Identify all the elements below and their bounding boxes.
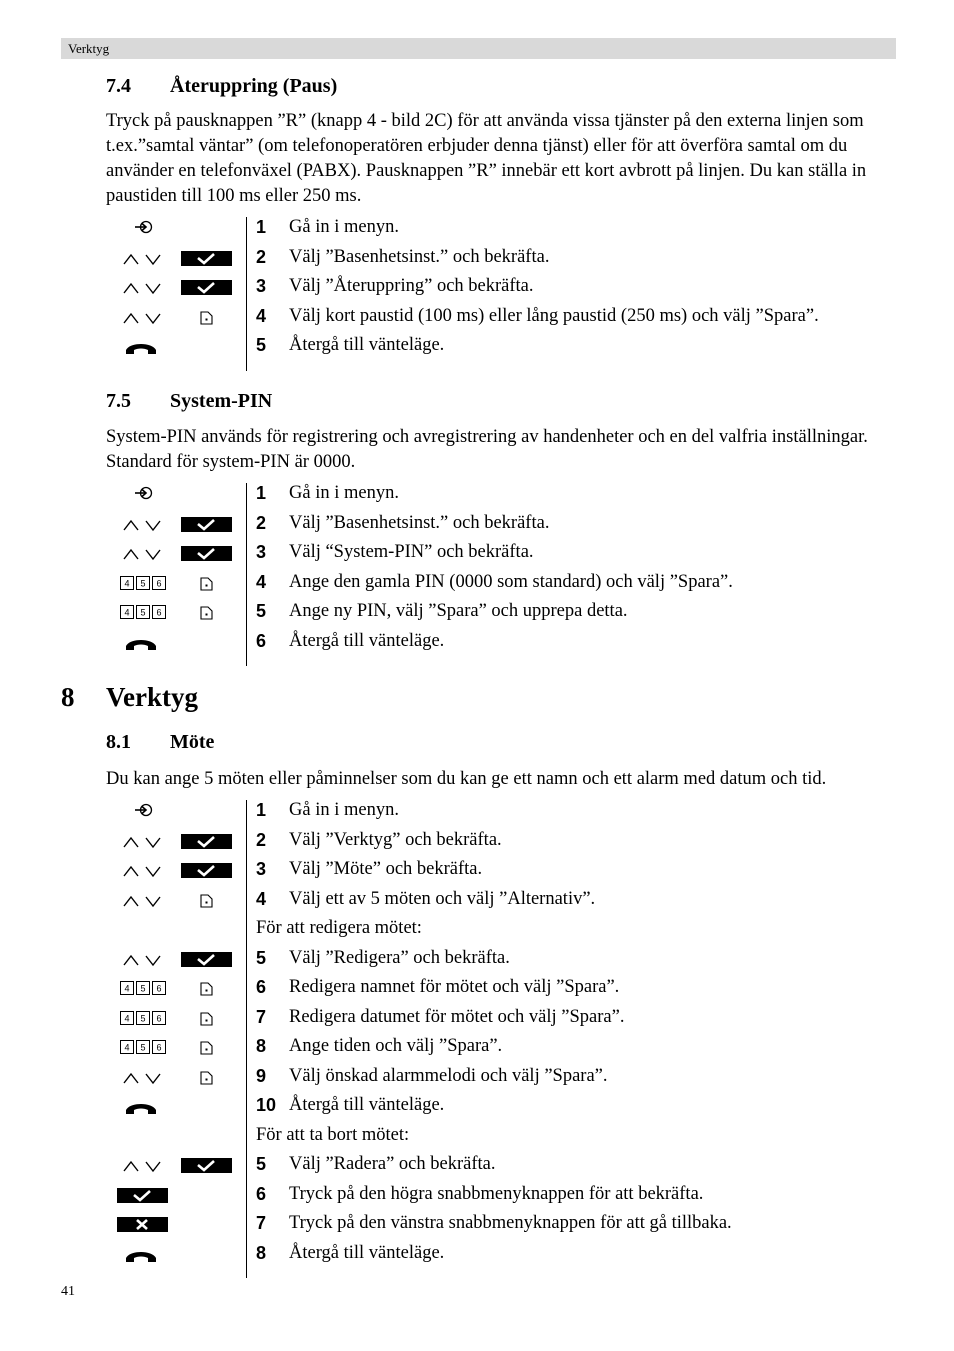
confirm-icon xyxy=(181,517,232,537)
up-down-icon xyxy=(122,280,164,301)
step-row xyxy=(0,483,954,512)
step-number: 1 xyxy=(256,483,267,503)
step-row xyxy=(0,859,954,888)
svg-text:5: 5 xyxy=(140,983,146,994)
step-text: Välj ett av 5 möten och välj ”Alternativ”. xyxy=(289,888,596,909)
softkey-icon xyxy=(199,981,214,1002)
softkey-icon xyxy=(199,893,214,914)
step-row xyxy=(0,1243,954,1272)
step-row xyxy=(0,889,954,918)
menu-icon xyxy=(134,801,154,824)
step-number: 3 xyxy=(256,542,267,562)
end-call-icon xyxy=(124,1101,158,1120)
up-down-icon xyxy=(122,952,164,973)
step-row xyxy=(0,276,954,305)
section-8-1-paragraph: Du kan ange 5 möten eller påminnelser som du kan ge ett namn och ett alarm med datum och tid. xyxy=(106,769,827,789)
keypad-icon xyxy=(120,605,166,625)
step-text: Välj ”Verktyg” och bekräfta. xyxy=(289,829,502,850)
keypad-icon xyxy=(120,981,166,1001)
section-7-4-heading xyxy=(106,75,337,98)
confirm-icon xyxy=(181,952,232,972)
section-number: 7.4 xyxy=(106,75,131,97)
section-number: 8.1 xyxy=(106,731,131,753)
up-down-icon xyxy=(122,1070,164,1091)
step-row xyxy=(0,1184,954,1213)
svg-text:5: 5 xyxy=(140,578,146,588)
section-number: 7.5 xyxy=(106,390,131,412)
confirm-icon xyxy=(181,1158,232,1178)
up-down-icon xyxy=(122,310,164,331)
step-row xyxy=(0,1095,954,1124)
running-header-label: Verktyg xyxy=(68,41,110,56)
step-text: Ange ny PIN, välj ”Spara” och upprepa detta. xyxy=(289,601,628,621)
svg-text:5: 5 xyxy=(140,1013,146,1023)
chapter-title: Verktyg xyxy=(106,682,198,712)
step-text: Tryck på den högra snabbmenyknappen för att bekräfta. xyxy=(289,1183,704,1204)
page-number: 41 xyxy=(61,1284,75,1299)
step-text: Välj “System-PIN” och bekräfta. xyxy=(289,542,534,562)
chapter-8-heading xyxy=(61,682,198,713)
step-row xyxy=(0,601,954,630)
step-number: 7 xyxy=(256,1213,267,1233)
confirm-icon xyxy=(181,834,232,854)
step-row xyxy=(0,1213,954,1242)
step-text: Återgå till vänteläge. xyxy=(289,1242,445,1263)
up-down-icon xyxy=(122,1158,164,1179)
step-number: 4 xyxy=(256,571,267,592)
step-row xyxy=(0,1036,954,1065)
step-number: 1 xyxy=(256,800,267,820)
svg-text:6: 6 xyxy=(156,578,162,588)
step-number: 3 xyxy=(256,276,267,296)
confirm-icon xyxy=(181,863,232,883)
softkey-icon xyxy=(199,1011,214,1032)
step-number: 1 xyxy=(256,217,267,237)
step-note-row xyxy=(0,1125,954,1154)
step-text: Välj önskad alarmmelodi och välj ”Spara”. xyxy=(289,1065,608,1086)
step-number: 6 xyxy=(256,977,267,997)
step-number: 8 xyxy=(256,1242,267,1263)
step-row xyxy=(0,217,954,246)
step-text: Välj ”Basenhetsinst.” och bekräfta. xyxy=(289,512,550,533)
step-row xyxy=(0,977,954,1006)
section-7-5-paragraph: System-PIN används för registrering och avregistrering av handenheter och en del valfria inställningar. Standard för system-PIN är 0000. xyxy=(106,427,868,472)
step-text: Ange den gamla PIN (0000 som standard) och välj ”Spara”. xyxy=(289,571,733,592)
step-text: Välj ”Radera” och bekräfta. xyxy=(289,1154,496,1174)
step-row xyxy=(0,1154,954,1183)
step-note-row xyxy=(0,918,954,947)
menu-icon xyxy=(134,218,154,241)
step-number: 2 xyxy=(256,512,267,533)
svg-text:4: 4 xyxy=(124,983,130,994)
svg-text:4: 4 xyxy=(124,1013,130,1023)
step-row xyxy=(0,800,954,829)
step-number: 8 xyxy=(256,1036,267,1056)
step-number: 9 xyxy=(256,1065,267,1086)
svg-text:6: 6 xyxy=(156,983,162,994)
step-row xyxy=(0,1007,954,1036)
section-title: Återuppring (Paus) xyxy=(170,75,338,97)
section-7-4-paragraph: Tryck på pausknappen ”R” (knapp 4 - bild 2C) för att använda vissa tjänster på den externa linjen som t.ex.”samtal väntar” (om telefonoperatören erbjuder denna tjänst) eller för att överföra samtal om du använder en telefonväxel (PABX). Pausknappen ”R” innebär ett kort avbrott på linjen. Du kan ställa in paustiden till 100 ms eller 250 ms. xyxy=(106,111,867,206)
step-text: Redigera namnet för mötet och välj ”Spara”. xyxy=(289,977,620,997)
step-number: 5 xyxy=(256,947,267,968)
step-text: Välj kort paustid (100 ms) eller lång paustid (250 ms) och välj ”Spara”. xyxy=(289,305,819,326)
svg-text:4: 4 xyxy=(124,607,130,618)
svg-text:5: 5 xyxy=(140,1042,146,1053)
step-text: Välj ”Redigera” och bekräfta. xyxy=(289,947,510,968)
step-row xyxy=(0,247,954,276)
step-number: 4 xyxy=(256,305,267,326)
step-text: Välj ”Möte” och bekräfta. xyxy=(289,859,483,879)
step-row xyxy=(0,1066,954,1095)
up-down-icon xyxy=(122,834,164,855)
keypad-icon xyxy=(120,1040,166,1060)
step-number: 2 xyxy=(256,246,267,267)
chapter-number: 8 xyxy=(61,682,75,712)
svg-text:6: 6 xyxy=(156,1042,162,1053)
menu-icon xyxy=(134,484,154,507)
step-text: Välj ”Återuppring” och bekräfta. xyxy=(289,276,534,296)
step-row xyxy=(0,335,954,364)
step-number: 5 xyxy=(256,601,267,621)
step-text: Redigera datumet för mötet och välj ”Spara”. xyxy=(289,1006,625,1027)
svg-text:6: 6 xyxy=(156,1013,162,1023)
confirm-icon xyxy=(181,280,232,300)
step-number: 6 xyxy=(256,1183,267,1204)
svg-text:6: 6 xyxy=(156,607,162,618)
softkey-icon xyxy=(199,1070,214,1091)
step-text: Välj ”Basenhetsinst.” och bekräfta. xyxy=(289,246,550,267)
step-number: 5 xyxy=(256,335,267,355)
step-row xyxy=(0,306,954,335)
running-header xyxy=(61,38,896,59)
step-number: 2 xyxy=(256,829,267,850)
softkey-icon xyxy=(199,1040,214,1061)
step-note: För att redigera mötet: xyxy=(256,918,422,938)
section-title: Möte xyxy=(170,731,215,753)
step-text: Ange tiden och välj ”Spara”. xyxy=(289,1036,503,1056)
step-row xyxy=(0,631,954,660)
step-row xyxy=(0,542,954,571)
step-note: För att ta bort mötet: xyxy=(256,1124,410,1145)
end-call-icon xyxy=(124,341,158,360)
confirm-icon xyxy=(181,546,232,566)
keypad-icon xyxy=(120,576,166,596)
step-number: 10 xyxy=(256,1095,277,1115)
up-down-icon xyxy=(122,893,164,914)
step-row xyxy=(0,513,954,542)
end-call-icon xyxy=(124,637,158,656)
step-text: Återgå till vänteläge. xyxy=(289,630,445,651)
section-title: System-PIN xyxy=(170,390,273,412)
step-text: Tryck på den vänstra snabbmenyknappen för att gå tillbaka. xyxy=(289,1213,732,1233)
up-down-icon xyxy=(122,517,164,538)
step-number: 5 xyxy=(256,1154,267,1174)
up-down-icon xyxy=(122,251,164,272)
confirm-icon xyxy=(181,251,232,271)
keypad-icon xyxy=(120,1011,166,1031)
softkey-icon xyxy=(199,605,214,626)
svg-text:5: 5 xyxy=(140,607,146,618)
step-number: 6 xyxy=(256,630,267,651)
step-number: 3 xyxy=(256,859,267,879)
step-text: Gå in i menyn. xyxy=(289,217,399,237)
step-number: 7 xyxy=(256,1006,267,1027)
confirm-wide-icon xyxy=(117,1188,168,1208)
end-call-icon xyxy=(124,1249,158,1268)
step-number: 4 xyxy=(256,888,267,909)
svg-text:4: 4 xyxy=(124,578,130,588)
step-text: Återgå till vänteläge. xyxy=(289,1095,445,1115)
step-row xyxy=(0,948,954,977)
softkey-icon xyxy=(199,310,214,331)
step-row xyxy=(0,830,954,859)
up-down-icon xyxy=(122,546,164,567)
step-text: Gå in i menyn. xyxy=(289,483,399,503)
softkey-icon xyxy=(199,576,214,597)
step-text: Gå in i menyn. xyxy=(289,800,399,820)
section-7-5-heading xyxy=(106,390,272,413)
section-8-1-heading xyxy=(106,731,214,754)
step-row xyxy=(0,572,954,601)
svg-text:4: 4 xyxy=(124,1042,130,1053)
step-text: Återgå till vänteläge. xyxy=(289,335,445,355)
up-down-icon xyxy=(122,863,164,884)
cancel-wide-icon xyxy=(117,1217,168,1237)
